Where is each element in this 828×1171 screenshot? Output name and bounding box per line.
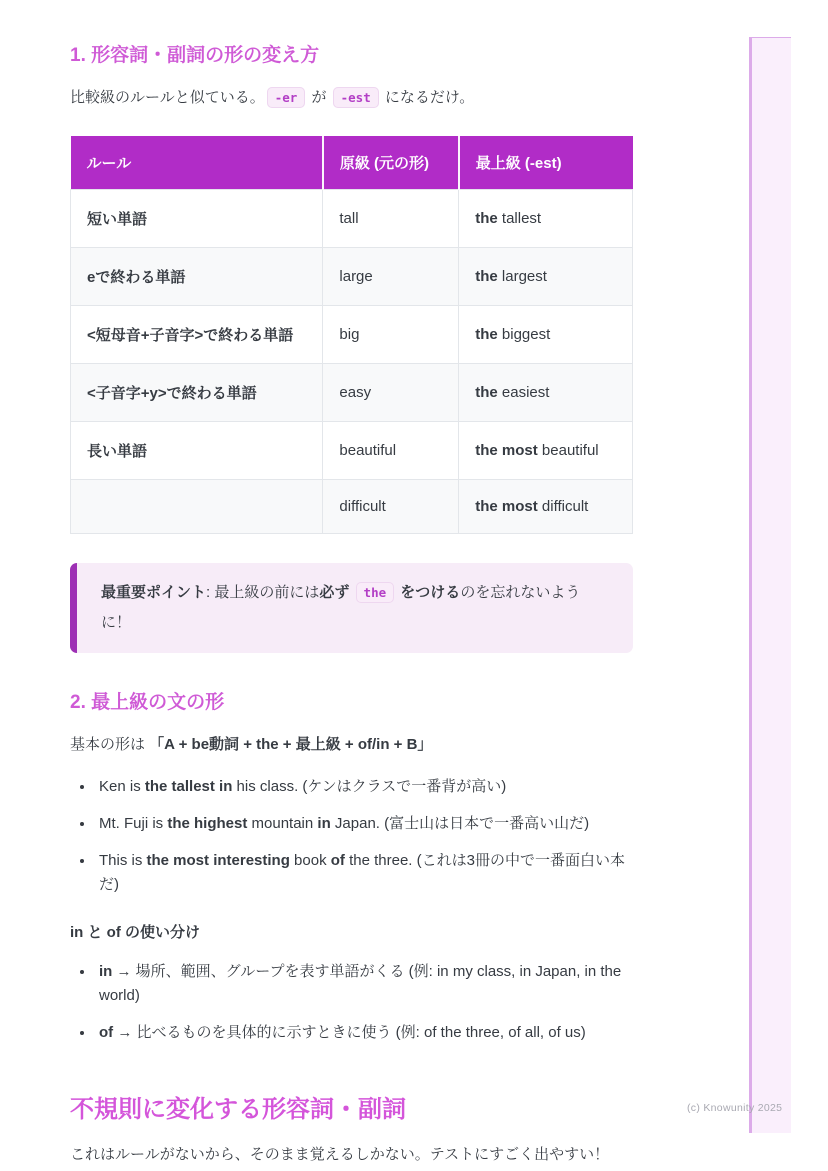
text-segment: 比較級のルールと似ている。	[70, 89, 265, 106]
table-cell	[459, 190, 633, 248]
table-header-cell-rule: ルール	[71, 136, 323, 190]
list-item	[95, 849, 633, 897]
table-header	[71, 136, 633, 190]
text-segment: 必ず	[319, 584, 350, 602]
text-segment: book	[289, 851, 331, 869]
table-cell	[71, 364, 323, 422]
section-1-heading: 1. 形容詞・副詞の形の変え方	[70, 45, 320, 66]
text-segment: <短母音+子音字>で終わる単語	[87, 327, 294, 345]
table-cell	[323, 306, 459, 364]
table-cell	[323, 190, 459, 248]
text-segment: tall	[339, 210, 359, 228]
key-point-callout	[70, 563, 633, 653]
text-segment: the	[475, 326, 498, 344]
text-segment: をつける	[400, 584, 461, 602]
table-cell	[459, 480, 633, 534]
table-cell	[323, 364, 459, 422]
text-segment: eで終わる単語	[87, 269, 186, 287]
watermark: (c) Knowunity 2025	[687, 1102, 783, 1114]
text-segment: difficult	[339, 498, 386, 516]
table-cell	[459, 422, 633, 480]
table-cell	[459, 306, 633, 364]
document-content	[70, 0, 633, 1166]
table-cell	[71, 306, 323, 364]
table-header-row	[71, 136, 633, 190]
text-segment: in	[99, 962, 113, 980]
text-segment: Mt. Fuji is	[99, 814, 168, 832]
text-segment: 短い単語	[87, 211, 148, 229]
inline-code-chip: -est	[333, 87, 379, 108]
inline-code-chip: the	[356, 582, 395, 603]
table-header-cell-base: 原級 (元の形)	[323, 136, 459, 190]
irregular-heading: 不規則に変化する形容詞・副詞	[70, 1095, 406, 1123]
text-segment: his class. (ケンはクラスで一番背が高い)	[232, 777, 507, 795]
text-segment: the	[475, 210, 498, 228]
table-row	[71, 364, 633, 422]
table-cell	[323, 480, 459, 534]
text-segment: easy	[339, 384, 372, 402]
text-segment: beautiful	[339, 442, 397, 460]
list-item	[95, 775, 633, 799]
page-edge-strip	[749, 37, 791, 1133]
list-item	[95, 812, 633, 836]
text-segment: of	[330, 851, 345, 869]
base-form-text	[70, 733, 633, 756]
text-segment: big	[339, 326, 360, 344]
table-cell	[459, 364, 633, 422]
text-segment	[349, 584, 353, 601]
table-row	[71, 190, 633, 248]
table-row	[71, 480, 633, 534]
list-item	[95, 1021, 633, 1045]
text-segment: of	[99, 1023, 114, 1041]
text-segment: This is	[99, 851, 147, 869]
in-of-list	[70, 960, 633, 1045]
table-cell	[459, 248, 633, 306]
text-segment: のを忘れないように！	[101, 584, 581, 632]
text-segment: the most	[475, 498, 538, 516]
text-segment: → 場所、範囲、グループを表す単語がくる (例: in my class, in Japan, in the world)	[99, 962, 622, 1004]
section-1-intro	[70, 86, 633, 109]
text-segment: になるだけ。	[380, 89, 475, 106]
text-segment: the most interesting	[146, 851, 290, 869]
text-segment: mountain	[247, 814, 318, 832]
text-segment: <子音字+y>で終わる単語	[87, 385, 257, 403]
table-cell	[71, 190, 323, 248]
text-segment: largest	[497, 268, 547, 286]
in-of-subheading: in と of の使い分け	[70, 923, 200, 941]
text-segment: large	[339, 268, 373, 286]
table-cell	[323, 248, 459, 306]
text-segment: 基本の形は	[70, 736, 150, 754]
text-segment: the most	[475, 442, 538, 460]
text-segment: the	[475, 384, 498, 402]
superlative-rules-table	[70, 136, 633, 534]
text-segment: the	[475, 268, 498, 286]
example-list	[70, 775, 633, 897]
text-segment: 「A + be動詞 + the + 最上級 + of/in + B」	[149, 736, 433, 754]
table-row	[71, 248, 633, 306]
table-cell	[71, 422, 323, 480]
inline-code-chip: -er	[267, 87, 306, 108]
text-segment: the tallest in	[144, 777, 233, 795]
list-item	[95, 960, 633, 1008]
text-segment: Ken is	[99, 777, 145, 795]
table-cell	[71, 480, 323, 534]
text-segment: biggest	[497, 326, 551, 344]
section-2-heading: 2. 最上級の文の形	[70, 692, 225, 714]
text-segment: 長い単語	[87, 443, 148, 461]
text-segment: the three. (これは3冊の中で一番面白い本だ)	[99, 851, 625, 893]
text-segment: 最重要ポイント	[101, 584, 207, 602]
text-segment: in	[317, 814, 331, 832]
text-segment: difficult	[537, 498, 589, 516]
text-segment: beautiful	[537, 442, 599, 460]
text-segment: が	[307, 89, 331, 106]
irregular-text: これはルールがないから、そのまま覚えるしかない。テストにすごく出やすい！	[70, 1145, 610, 1163]
table-body	[71, 190, 633, 534]
text-segment: → 比べるものを具体的に示すときに使う (例: of the three, of all, of us)	[113, 1023, 586, 1041]
text-segment: tallest	[497, 210, 542, 228]
text-segment: easiest	[497, 384, 550, 402]
table-row	[71, 422, 633, 480]
key-point-text	[101, 578, 609, 638]
text-segment: : 最上級の前には	[206, 584, 320, 602]
table-row	[71, 306, 633, 364]
table-header-cell-superlative: 最上級 (-est)	[459, 136, 633, 190]
text-segment: the highest	[167, 814, 248, 832]
table-cell	[71, 248, 323, 306]
text-segment: Japan. (富士山は日本で一番高い山だ)	[330, 814, 590, 832]
table-cell	[323, 422, 459, 480]
